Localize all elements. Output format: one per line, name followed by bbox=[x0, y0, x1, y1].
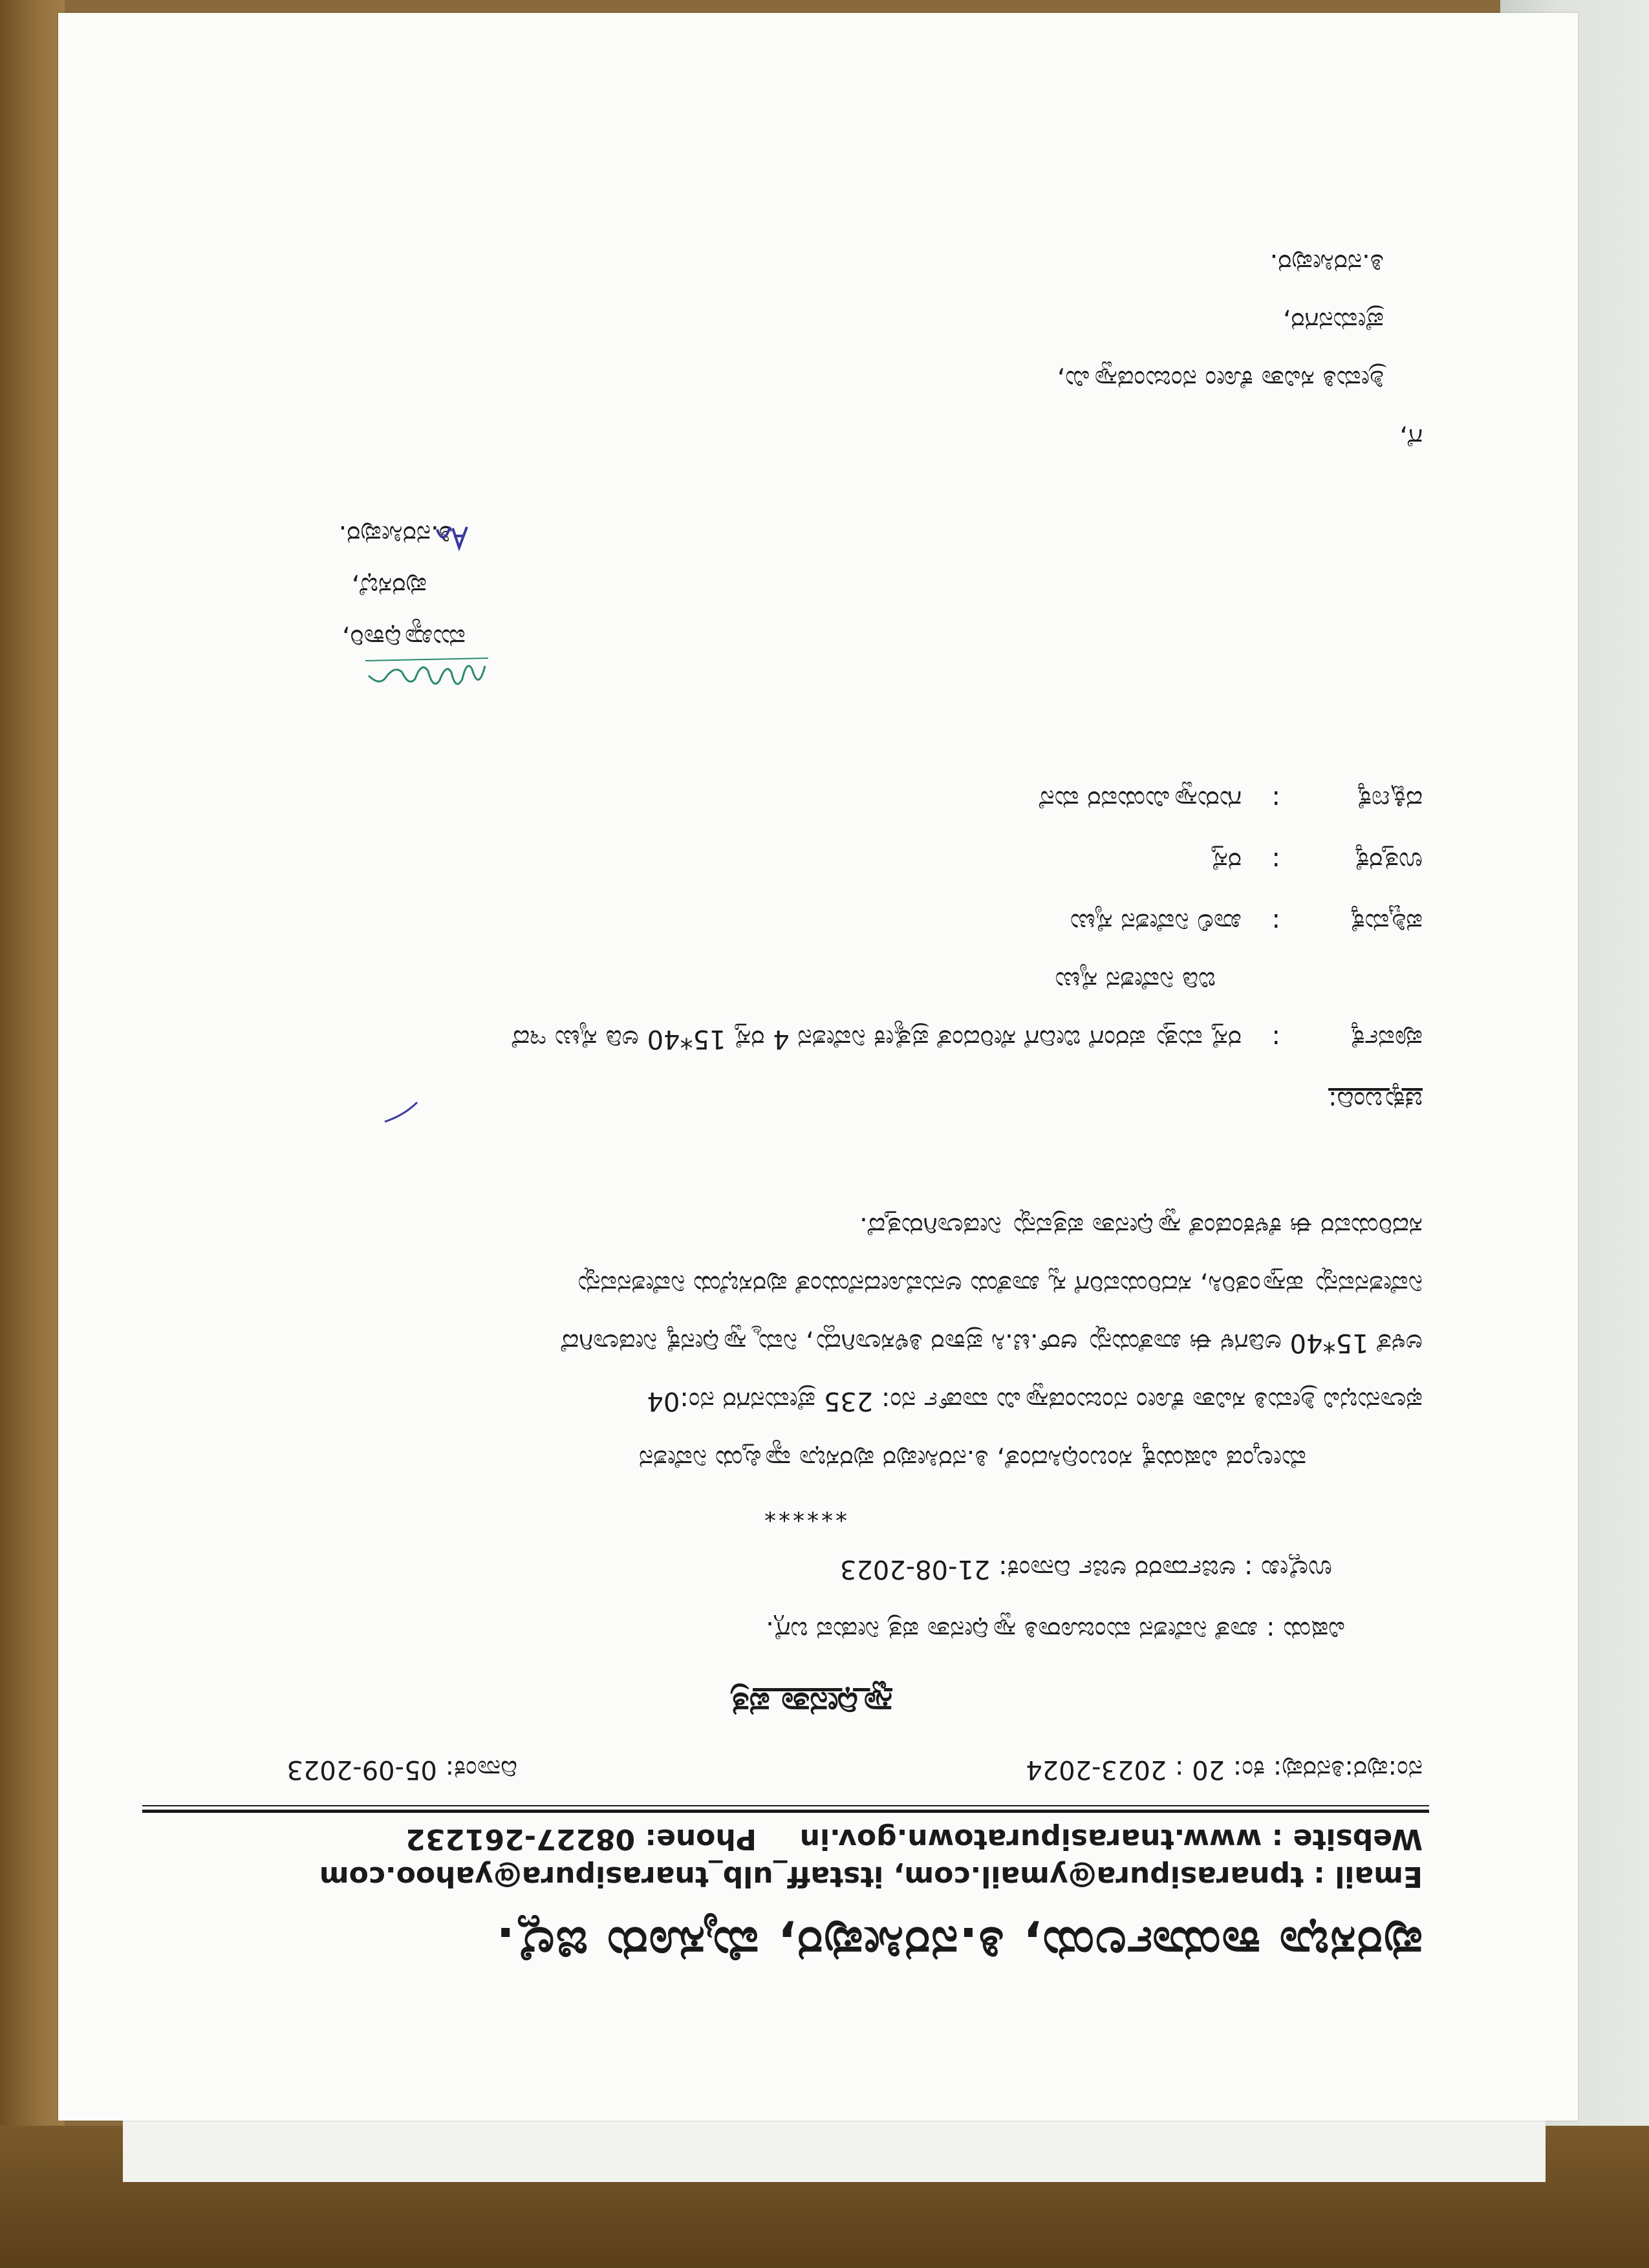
schedule-title: ಚಕ್ಕುಬಂದಿ: bbox=[1328, 1086, 1423, 1115]
schedule-colon: : bbox=[1271, 785, 1280, 815]
schedule-colon: : bbox=[1271, 1024, 1280, 1054]
phone-line: Phone: 08227-261232 bbox=[405, 1823, 757, 1856]
letter-sheet bbox=[58, 13, 1578, 2121]
desk-surface-left bbox=[0, 0, 65, 2268]
office-name: ಪುರಸಭಾ ಕಾರ್ಯಾಲಯ, ತಿ.ನರಸೀಪುರ, ಮೈಸೂರು ಜಿಲ್ಲೆ. bbox=[495, 1916, 1423, 1972]
body-line-2: ಫಲಾನುಭವಿ ಶ್ರೀಮತಿ ಸವಿತಾ ಕೋಂ ನಂಜುಂಡಸ್ವಾಮಿ ವಾರ್ಡ್ ನಂ: 235 ಪ್ರೇಮನಗರ ನಂ:04 bbox=[647, 1386, 1423, 1416]
subject-line: ವಿಷಯ : ಖಾತೆ ನಿವೇಶನ ಮಂಜೂರಾತಿ ಸ್ವಾಧೀನತಾ ಪತ್ರ ನೀಡುವ ಬಗ್ಗೆ. bbox=[766, 1616, 1345, 1645]
schedule-colon: : bbox=[1271, 908, 1280, 937]
website-line: Website : www.tnarasipuratown.gov.in bbox=[799, 1823, 1423, 1856]
letter-heading: ಸ್ವಾಧೀನತಾ ಪತ್ರ bbox=[731, 1685, 892, 1723]
signatory-office: ಪುರಸಭೆ, bbox=[351, 572, 427, 601]
handwritten-initials bbox=[433, 520, 472, 553]
letterhead-rule-thin bbox=[142, 1805, 1429, 1806]
schedule-value-south: ಗುರುಸ್ವಾಮಿಯವರ ಮನೆ bbox=[1039, 785, 1242, 815]
schedule-label-west: ಪಶ್ಚಿಮಕ್ಕೆ bbox=[1350, 908, 1423, 937]
letter-content-rotated bbox=[58, 13, 1578, 2121]
reference-number: ನಂ:ಪುರ:ತಿನರಪು: ಕಂ: 20 : 2023-2024 bbox=[1026, 1755, 1423, 1784]
schedule-label-east: ಪೂರ್ವಕ್ಕೆ bbox=[1350, 1024, 1423, 1054]
handwritten-signature bbox=[362, 653, 491, 698]
separator-stars: ****** bbox=[762, 1499, 847, 1526]
schedule-colon: : bbox=[1271, 846, 1280, 876]
body-line-4: ನಿವೇಶನವನ್ನು ಹಸ್ತಾಂತರಿಸಿ, ಸದರಿಯವರಿಗೆ ಸ್ವ ಖಾತೆಯ ಅನುಮೋದನೆಯಂತೆ ಪುರಸಭೆಯ ನಿವೇಶನವನ್ನು bbox=[574, 1270, 1423, 1300]
recipient-name: ಶ್ರೀಮತಿ ಸವಿತಾ ಕೋಂ ನಂಜುಂಡಸ್ವಾಮಿ, bbox=[1057, 365, 1384, 394]
pen-mark bbox=[382, 1099, 420, 1125]
email-line: Email : tpnarasipura@ymail.com, itstaff_ulb_tnarasipura@yahoo.com bbox=[319, 1860, 1423, 1893]
recipient-town: ತಿ.ನರಸೀಪುರ. bbox=[1269, 248, 1384, 278]
letter-date: ದಿನಾಂಕ: 05-09-2023 bbox=[286, 1755, 517, 1784]
schedule-label-north: ಉತ್ತರಕ್ಕೆ bbox=[1353, 846, 1423, 876]
recipient-area: ಪ್ರೇಮನಗರ, bbox=[1282, 306, 1384, 336]
body-line-3: ಅಳತೆ 15*40 ಅಡಿಗಳ ಈ ಖಾತೆಯನ್ನು ಆರ್.ಟಿ.ಸಿ ಪ್ರಕಾರ ತಿಳಿಸಲಾಗಿದ್ದು, ನಿಮ್ಮ ಸ್ವಾಧೀನಕ್ಕೆ ನೀಡಲಾಗಿದೆ bbox=[561, 1328, 1423, 1358]
signatory-place: ತಿ.ನರಸೀಪುರ. bbox=[338, 520, 453, 550]
schedule-value-east-cont: ಬಿಡಿ ನಿವೇಶನ ಸೈಟು bbox=[1055, 966, 1216, 996]
recipient-to-label: ಗೆ, bbox=[1399, 423, 1423, 453]
schedule-label-south: ದಕ್ಷಿಣಕ್ಕೆ bbox=[1356, 785, 1423, 815]
schedule-value-east: ರಸ್ತೆ ಮತ್ತು ಪರಂಗೆ ಬೀದಿಗೆ ಸೇರಿದಂತೆ ಪ್ರತ್ಯೇಕ ನಿವೇಶನ 4 ರಸ್ತೆ 15*40 ಅಡಿ ಸೈಟು ಇದೆ bbox=[512, 1024, 1242, 1054]
body-line-1: ಮೇಲ್ಕಂಡ ವಿಷಯಕ್ಕೆ ಸಂಬಂಧಿಸಿದಂತೆ, ತಿ.ನರಸೀಪುರ ಪುರಸಭಾ ವ್ಯಾಪ್ತಿಯ ನಿವೇಶನ bbox=[638, 1444, 1306, 1474]
schedule-value-north: ರಸ್ತೆ bbox=[1211, 846, 1242, 876]
schedule-value-west: ಖಾಲಿ ನಿವೇಶನ ಸೈಟು bbox=[1070, 908, 1242, 937]
signatory-designation: ಮುಖ್ಯಾಧಿಕಾರಿ, bbox=[341, 623, 466, 653]
reference-line: ಉಲ್ಲೇಖ : ಅರ್ಜಿದಾರರ ಅರ್ಜಿ ದಿನಾಂಕ: 21-08-2023 bbox=[839, 1554, 1332, 1584]
body-line-5: ಸದರಿಯವರ ಈ ಕೆಳಕಂಡಂತೆ ಸ್ವಾಧೀನತಾ ಪತ್ರವನ್ನು ನೀಡಲಾಗಿರುತ್ತದೆ. bbox=[859, 1212, 1423, 1241]
letterhead-rule-thick bbox=[142, 1810, 1429, 1813]
